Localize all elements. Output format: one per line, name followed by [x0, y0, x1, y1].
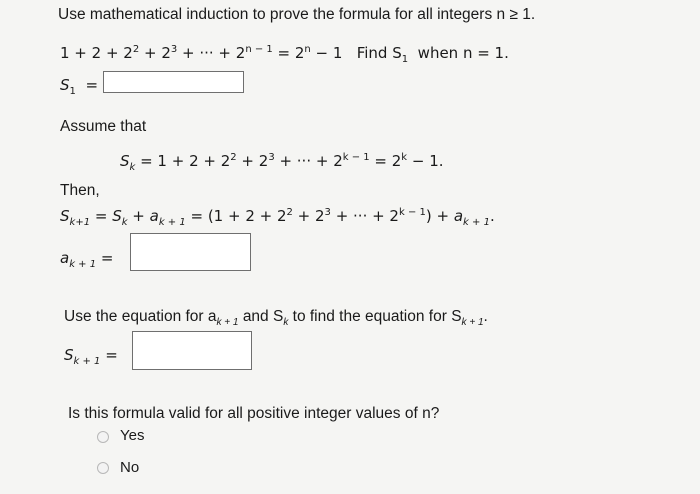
formula-exp-n: n: [304, 44, 311, 55]
instruction-label: Use mathematical induction to prove the formula for all integers n ≥ 1.: [58, 6, 536, 23]
use-equation-text: Use the equation for $a_{k + 1}$ and $S_k$ to find the equation for $S_{k + 1}$.: [64, 308, 488, 329]
formula-plus: + 2: [139, 44, 171, 62]
s1-answer-input[interactable]: [103, 71, 244, 93]
sk-equation: $S_k = 1 + 2 + 2^2 + 2^3$ + ··· + $2^{k - 1} = 2^k - 1$.: [120, 152, 444, 173]
formula-lhs: 1 + 2 + 2: [60, 44, 133, 62]
formula-exp-2: 2: [132, 44, 140, 55]
formula-ellipsis: + ··· + 2: [177, 44, 246, 62]
option-no-label[interactable]: No: [120, 459, 140, 476]
sk1-label: $S_{k + 1}$ =: [64, 346, 118, 367]
formula-equals: = 2: [272, 44, 305, 62]
sk-plus-1-equation: $S_{k+1} = S_k + a_{k + 1} = (1 + 2 + 2^2 + 2^3$ + ··· + $2^{k - 1}) + a_{k + 1}$.: [60, 207, 495, 228]
assume-label: Assume that: [60, 118, 147, 135]
formula-exp-n-1: n − 1: [245, 44, 273, 55]
formula-minus-one: − 1: [310, 44, 343, 62]
option-no-radio[interactable]: [97, 462, 109, 474]
formula-exp-3: 3: [170, 44, 178, 55]
validity-question: Is this formula valid for all positive integer values of n?: [68, 405, 440, 422]
option-yes-radio[interactable]: [97, 431, 109, 443]
sk1-answer-input[interactable]: [132, 331, 252, 370]
ak1-answer-input[interactable]: [130, 233, 251, 271]
option-yes-label[interactable]: Yes: [120, 427, 145, 444]
find-text: Find S: [356, 44, 402, 62]
ak1-label: $a_{k + 1}$ =: [60, 249, 114, 270]
then-label: Then,: [60, 182, 100, 199]
s1-label: $S_1$ =: [60, 76, 99, 97]
formula-line: $1 + 2 + 2^2 + 2^3$ + ··· + $2^{n - 1} = 2^n - 1$ Find $S_1$ when n = 1.: [60, 44, 509, 65]
find-suffix: when n = 1.: [417, 44, 509, 62]
instruction-text: [58, 6, 535, 25]
